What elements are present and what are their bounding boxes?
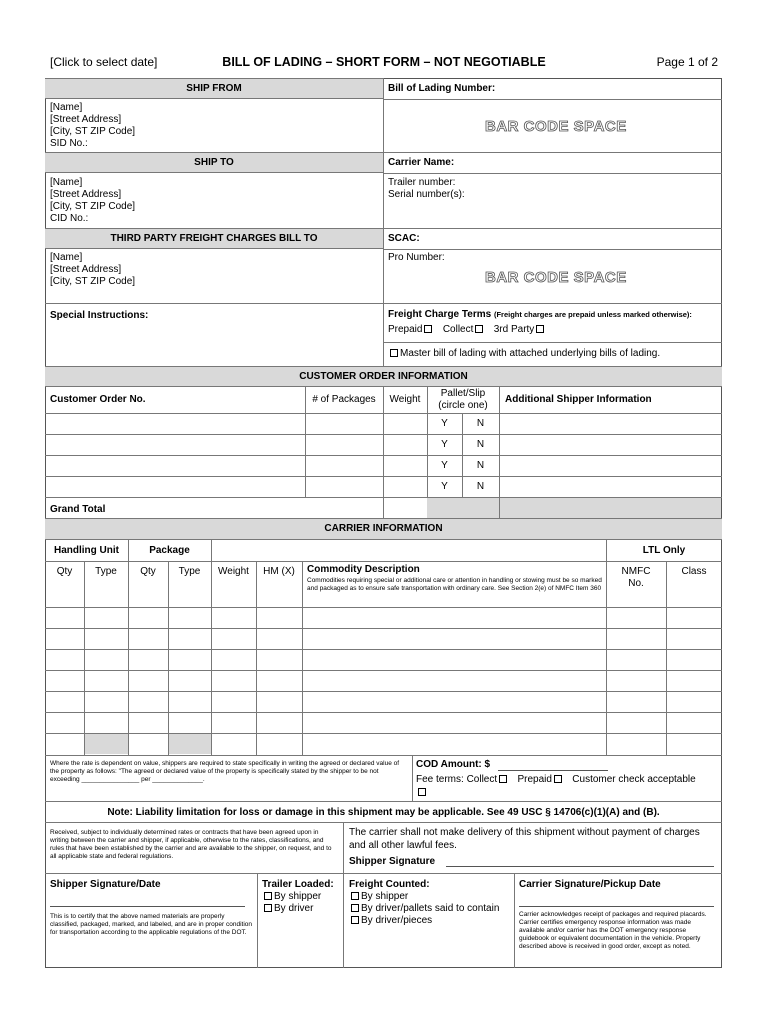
received-note: Received, subject to individually determined rates or contracts that have been agreed upon in writing between the carrier and shipper, if applicable, otherwise to the rates, classifications, and rules that have been established by the carrier and are available to the shipper, on request, and to all applicable state and federal regulations. [50, 829, 332, 860]
col-weight: Weight [218, 566, 249, 577]
ship-to-address[interactable]: [Name] [Street Address] [City, ST ZIP Code] CID No.: [50, 177, 136, 224]
freight-counted-by-shipper[interactable]: By shipper [349, 891, 408, 903]
carrier-certification: Carrier acknowledges receipt of packages and required placards. Carrier certifies emergency response information was made available and/or carrier has the DOT emergency response guidebook or equivalent documentation in the vehicle. Property described above is received in good order, except as noted. [519, 911, 707, 950]
no-option-row1[interactable]: N [476, 418, 485, 429]
package-heading: Package [149, 545, 190, 556]
col-hu-qty: Qty [56, 566, 73, 577]
bol-number-label[interactable]: Bill of Lading Number: [388, 83, 496, 94]
freight-counted-pieces[interactable]: By driver/pieces [349, 915, 432, 927]
shipper-signature-label[interactable]: Shipper Signature [349, 856, 436, 867]
trailer-loaded-label: Trailer Loaded: [262, 879, 334, 890]
yes-option-row1[interactable]: Y [441, 418, 448, 429]
fc-pieces-checkbox[interactable] [351, 916, 359, 924]
by-shipper-checkbox[interactable] [264, 892, 272, 900]
col-additional-shipper: Additional Shipper Information [505, 394, 652, 405]
serial-numbers-label[interactable]: Serial number(s): [388, 189, 465, 200]
no-option-row4[interactable]: N [476, 481, 485, 492]
ship-to-heading: SHIP TO [45, 152, 383, 173]
ship-from-heading: SHIP FROM [45, 78, 383, 99]
master-bol-checkbox[interactable] [390, 349, 398, 357]
col-nmfc: NMFC No. [621, 566, 651, 589]
freight-terms-label: Freight Charge Terms (Freight charges are prepaid unless marked otherwise): [388, 309, 692, 320]
fee-terms: Fee terms: Collect Prepaid Customer check acceptable [416, 773, 716, 799]
carrier-name-label[interactable]: Carrier Name: [388, 157, 455, 168]
fc-pallets-checkbox[interactable] [351, 904, 359, 912]
yes-option-row2[interactable]: Y [441, 439, 448, 450]
fc-by-shipper-checkbox[interactable] [351, 892, 359, 900]
cod-amount-label[interactable]: COD Amount: $ [416, 759, 491, 770]
third-party-checkbox[interactable] [536, 325, 544, 333]
bar-code-space-2: BAR CODE SPACE [485, 269, 627, 286]
collect-checkbox[interactable] [475, 325, 483, 333]
ltl-only-heading: LTL Only [642, 545, 686, 556]
ship-from-address[interactable]: [Name] [Street Address] [City, ST ZIP Code] SID No.: [50, 102, 136, 149]
third-party-heading: THIRD PARTY FREIGHT CHARGES BILL TO [45, 228, 383, 249]
customer-check-checkbox[interactable] [418, 788, 426, 796]
trailer-loaded-by-driver[interactable]: By driver [262, 903, 313, 915]
carrier-delivery-note: The carrier shall not make delivery of this shipment without payment of charges and all other lawful fees. [349, 827, 700, 851]
freight-counted-pallets[interactable]: By driver/pallets said to contain [349, 903, 499, 915]
declared-value-note[interactable]: Where the rate is dependent on value, shippers are required to state specifically in writing the agreed or declared value of the property as follows: "The agreed or declared value of the property is specifically stated by the shipper to be not exceeding ________________ per ______________. [50, 760, 400, 783]
carrier-info-heading: CARRIER INFORMATION [45, 518, 722, 540]
no-option-row2[interactable]: N [476, 439, 485, 450]
yes-option-row3[interactable]: Y [441, 460, 448, 471]
col-weight: Weight [389, 394, 421, 405]
liability-note: Note: Liability limitation for loss or damage in this shipment may be applicable. See 49 USC § 14706(c)(1)(A) and (B). [107, 807, 660, 818]
customer-order-heading: CUSTOMER ORDER INFORMATION [45, 366, 722, 387]
third-party-option[interactable]: 3rd Party [494, 324, 547, 335]
commodity-note: Commodities requiring special or additional care or attention in handling or stowing must be so marked and packaged as to ensure safe transportation with ordinary care. See Section 2(e) of NMFC Item 360 [307, 577, 602, 592]
grand-total-label: Grand Total [50, 504, 106, 515]
col-packages: # of Packages [312, 394, 376, 405]
pro-number-label[interactable]: Pro Number: [388, 252, 445, 263]
no-option-row3[interactable]: N [476, 460, 485, 471]
yes-option-row4[interactable]: Y [441, 481, 448, 492]
bar-code-space-1: BAR CODE SPACE [485, 118, 627, 135]
col-customer-order: Customer Order No. [50, 394, 146, 405]
handling-unit-heading: Handling Unit [54, 545, 119, 556]
col-hm: HM (X) [263, 566, 295, 577]
shipper-certification: This is to certify that the above named materials are properly classified, packaged, marked, and labeled, and are in proper condition for transportation according to the applicable regulations of the DOT. [50, 913, 252, 936]
prepaid-option[interactable]: Prepaid [388, 324, 434, 335]
prepaid-checkbox[interactable] [424, 325, 432, 333]
scac-label[interactable]: SCAC: [388, 233, 420, 244]
col-class: Class [681, 566, 707, 577]
page-number: Page 1 of 2 [656, 55, 718, 69]
carrier-sig-pickup-label[interactable]: Carrier Signature/Pickup Date [519, 879, 661, 890]
trailer-loaded-by-shipper[interactable]: By shipper [262, 891, 321, 903]
trailer-number-label[interactable]: Trailer number: [388, 177, 456, 188]
freight-counted-label: Freight Counted: [349, 879, 430, 890]
date-selector[interactable]: [Click to select date] [50, 55, 158, 69]
col-pkg-type: Type [178, 566, 201, 577]
fee-prepaid-checkbox[interactable] [554, 775, 562, 783]
master-bol-option[interactable]: Master bill of lading with attached underlying bills of lading. [388, 348, 660, 359]
fee-collect-checkbox[interactable] [499, 775, 507, 783]
col-commodity-description: Commodity Description [307, 564, 420, 575]
collect-option[interactable]: Collect [443, 324, 486, 335]
freight-terms-options [388, 324, 546, 335]
special-instructions-label[interactable]: Special Instructions: [50, 310, 149, 321]
col-hu-type: Type [95, 566, 117, 577]
col-pallet-slip: Pallet/Slip (circle one) [438, 388, 488, 411]
document-title: BILL OF LADING – SHORT FORM – NOT NEGOTIABLE [222, 55, 546, 69]
third-party-address[interactable]: [Name] [Street Address] [City, ST ZIP Code] [50, 252, 136, 287]
by-driver-checkbox[interactable] [264, 904, 272, 912]
shipper-sig-date-label[interactable]: Shipper Signature/Date [50, 879, 161, 890]
col-pkg-qty: Qty [140, 566, 156, 577]
